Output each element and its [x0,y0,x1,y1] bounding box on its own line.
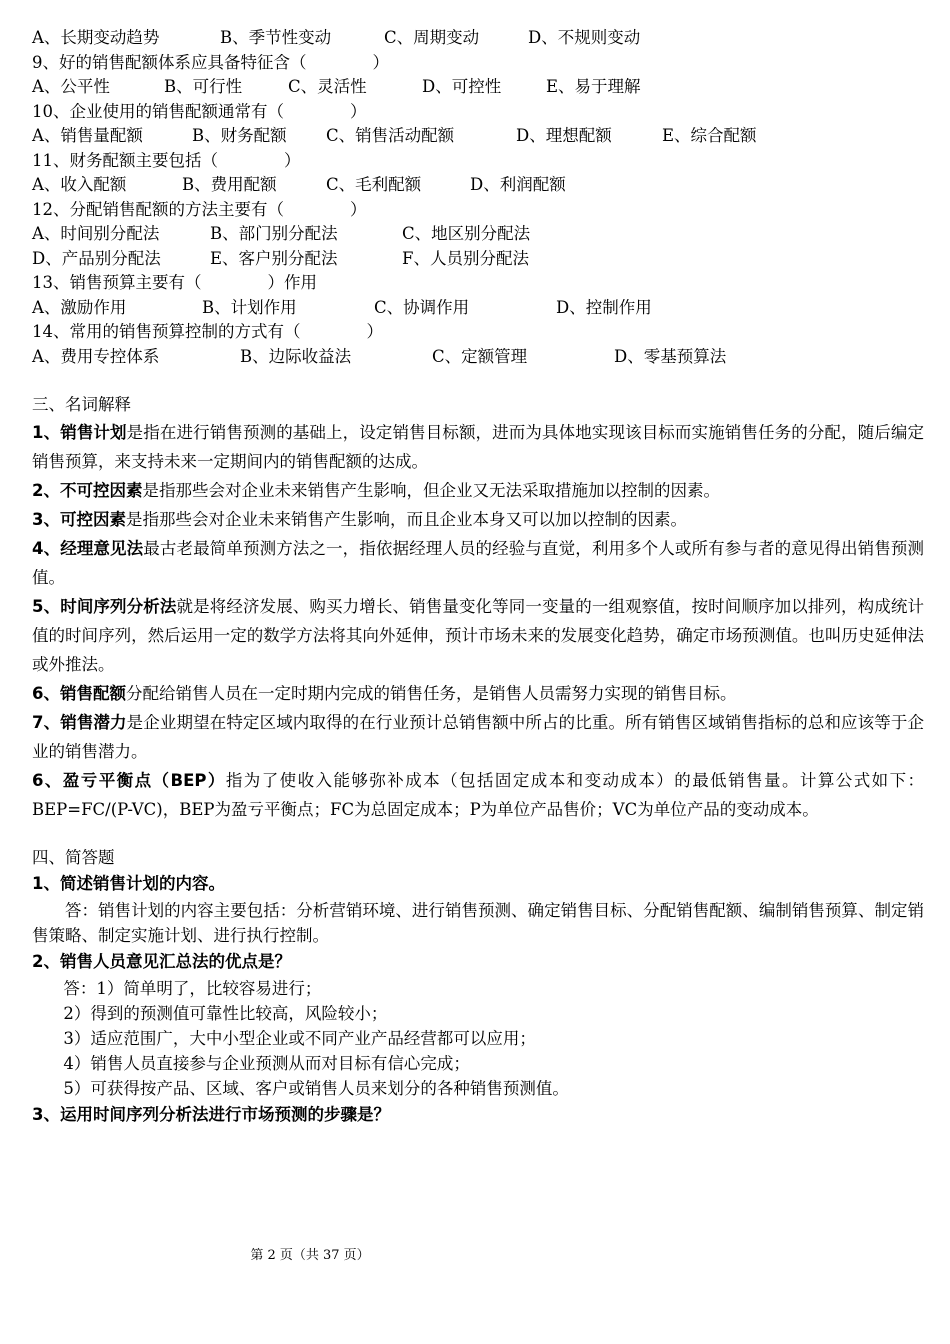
question-title: 2、销售人员意见汇总法的优点是？ [32,952,291,971]
definition-item [32,505,924,534]
option: C、销售活动配额 [326,126,455,145]
option: D、利润配额 [470,175,566,194]
definition-text: 最古老最简单预测方法之一，指依据经理人员的经验与直觉，利用多个人或所有参与者的意见得出销售预测值。 [32,538,925,587]
question-title: 3、运用时间序列分析法进行市场预测的步骤是？ [32,1105,390,1124]
page-footer: 第 2 页（共 37 页） [250,1248,370,1263]
definition-term: 5、时间序列分析法 [32,596,177,616]
definition-item [32,679,924,708]
option: D、理想配额 [516,126,612,145]
answer-line: 3）适应范围广，大中小型企业或不同产业产品经营都可以应用； [63,1029,536,1048]
question-line: 10、企业使用的销售配额通常有（ ） [32,101,367,121]
option: B、计划作用 [202,297,297,317]
option: B、财务配额 [192,126,287,145]
question-line: 13、销售预算主要有（ ）作用 [32,273,317,292]
option: A、收入配额 [32,175,127,194]
option: C、周期变动 [384,28,480,47]
document-page [32,26,924,1129]
option-line [32,296,924,321]
question-line: 14、常用的销售预算控制的方式有（ ） [32,322,383,341]
option: F、人员别分配法 [402,248,529,268]
option: A、长期变动趋势 [32,28,160,47]
option: D、零基预算法 [614,346,727,366]
definitions-section [32,418,924,824]
definition-item [32,592,924,679]
answer-line: 5）可获得按产品、区域、客户或销售人员来划分的各种销售预测值。 [63,1079,569,1098]
definition-term: 3、可控因素 [32,509,126,529]
question-line: 12、分配销售配额的方法主要有（ ） [32,199,367,219]
answer-line: 4）销售人员直接参与企业预测从而对目标有信心完成； [63,1054,470,1073]
option: A、时间别分配法 [32,224,160,243]
option-line [32,345,924,370]
definition-text: 分配给销售人员在一定时期内完成的销售任务，是销售人员需努力实现的销售目标。 [125,683,737,703]
option: B、边际收益法 [240,346,352,366]
option-line [32,26,924,51]
option: D、控制作用 [556,297,652,317]
option: A、公平性 [32,77,110,96]
answer-line: 答：1）简单明了，比较容易进行； [63,979,322,998]
option: E、易于理解 [546,77,641,96]
option-line [32,247,924,272]
option: D、不规则变动 [528,28,641,47]
definition-term: 2、不可控因素 [32,480,143,500]
definition-item [32,418,924,476]
definition-term: 4、经理意见法 [32,538,144,558]
answer-line: 2）得到的预测值可靠性比较高，风险较小； [63,1004,388,1023]
option-line [32,222,924,247]
option: A、激励作用 [32,297,127,317]
option: D、可控性 [422,77,502,96]
section-heading: 四、简答题 [32,847,115,867]
option: C、毛利配额 [326,175,422,194]
question-line: 11、财务配额主要包括（ ） [32,150,301,170]
option: B、部门别分配法 [210,224,338,243]
definition-item [32,476,924,505]
answer-text: 答：销售计划的内容主要包括：分析营销环境、进行销售预测、确定销售目标、分配销售配额、编制销售预算、制定销售策略、制定实施计划、进行执行控制。 [32,901,924,945]
option: B、费用配额 [182,175,277,194]
definition-text: 就是将经济发展、购买力增长、销售量变化等同一变量的一组观察值，按时间顺序加以排列，构成统计值的时间序列，然后运用一定的数学方法将其向外延伸，预计市场未来的发展变化趋势，确定市场预测值。也叫历史延伸法或外推法。 [32,596,925,674]
definition-item [32,708,924,766]
option: C、地区别分配法 [402,224,531,243]
definition-text: 指为了使收入能够弥补成本（包括固定成本和变动成本）的最低销售量。计算公式如下：BEP=FC/(P-VC)，BEP为盈亏平衡点；FC为总固定成本；P为单位产品售价；VC为单位产品的变动成本。 [32,770,925,819]
definition-text: 是指那些会对企业未来销售产生影响，但企业又无法采取措施加以控制的因素。 [142,480,720,500]
section-heading: 三、名词解释 [32,395,131,414]
definition-term: 6、销售配额 [32,683,126,703]
question-line: 9、好的销售配额体系应具备特征含（ ） [32,52,389,72]
option: A、销售量配额 [32,126,143,145]
option: C、协调作用 [374,297,470,317]
option: C、定额管理 [432,346,528,366]
option: A、费用专控体系 [32,346,160,366]
definition-term: 1、销售计划 [32,422,127,442]
definition-item [32,766,924,824]
option-line [32,75,924,100]
question-title: 1、简述销售计划的内容。 [32,874,225,893]
option-line [32,124,924,149]
multiple-choice-section [32,26,924,369]
definition-item [32,534,924,592]
short-answer-section [32,870,924,1129]
option: B、可行性 [164,77,243,96]
definition-text: 是指在进行销售预测的基础上，设定销售目标额，进而为具体地实现该目标而实施销售任务的分配，随后编定销售预算，来支持未来一定期间内的销售配额的达成。 [32,422,925,471]
option: E、客户别分配法 [210,248,338,268]
option: B、季节性变动 [220,28,332,47]
definition-text: 是企业期望在特定区域内取得的在行业预计总销售额中所占的比重。所有销售区域销售指标的总和应该等于企业的销售潜力。 [32,712,925,761]
definition-term: 6、盈亏平衡点（BEP） [32,770,226,790]
definition-text: 是指那些会对企业未来销售产生影响，而且企业本身又可以加以控制的因素。 [125,509,687,529]
option-line [32,173,924,198]
option: E、综合配额 [662,126,757,145]
option: C、灵活性 [288,77,367,96]
definition-term: 7、销售潜力 [32,712,127,732]
option: D、产品别分配法 [32,248,161,268]
